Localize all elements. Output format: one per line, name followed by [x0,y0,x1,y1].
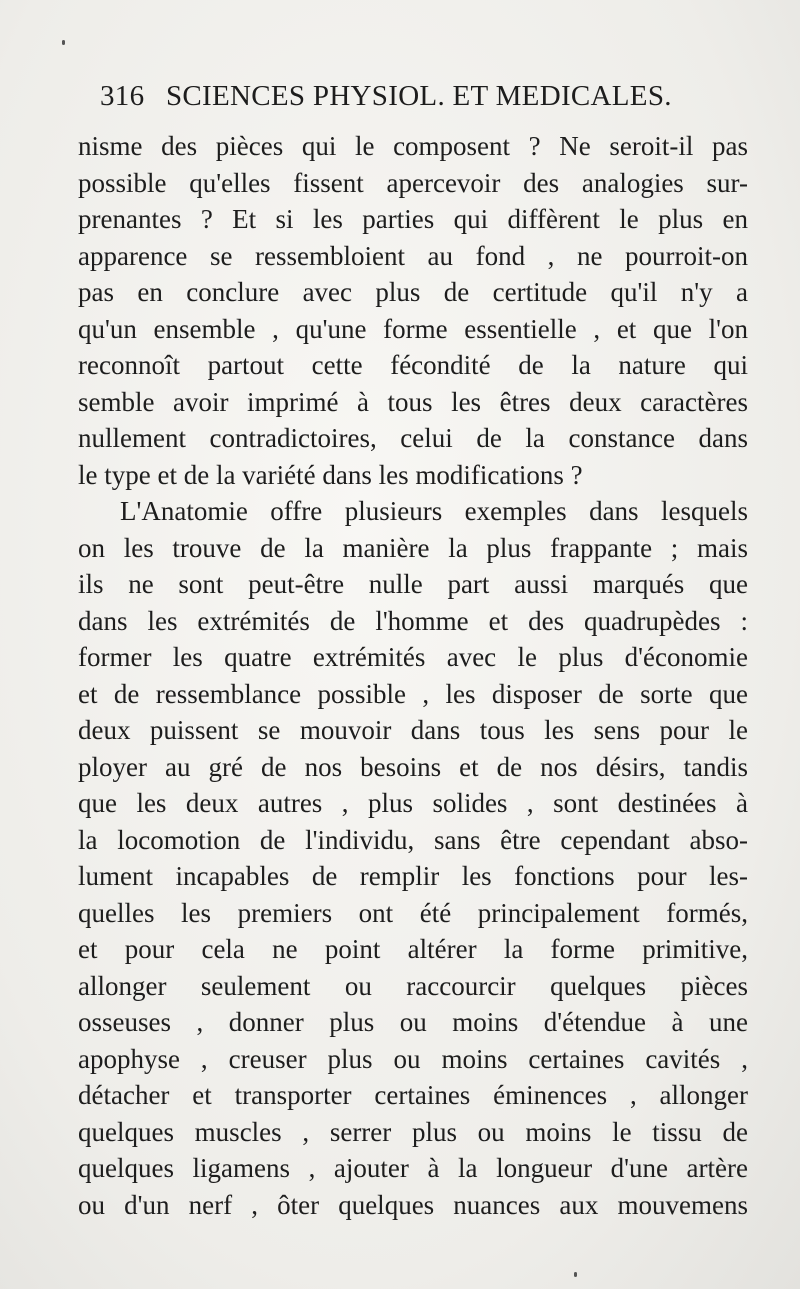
text-line: dans les extrémités de l'homme et des quadrupèdes : [78,605,748,636]
text-line: apophyse , creuser plus ou moins certaines cavités , [78,1043,748,1074]
text-line: quelles les premiers ont été principalement formés, [78,897,748,928]
paper-speck [574,1272,577,1277]
running-title: SCIENCES PHYSIOL. ET MEDICALES. [165,80,672,112]
text-line: nullement contradictoires, celui de la constance dans [78,423,748,453]
text-line: pas en conclure avec plus de certitude qu'il n'y a [78,277,748,307]
text-line: la locomotion de l'individu, sans être cependant abso- [78,824,748,855]
text-line: et pour cela ne point altérer la forme primitive, [78,934,748,964]
text-line: former les quatre extrémités avec le plus d'économie [78,642,748,672]
text-line: ployer au gré de nos besoins et de nos désirs, tandis [78,751,748,782]
text-line: ou d'un nerf , ôter quelques nuances aux mouvemens [78,1189,748,1220]
text-line: semble avoir imprimé à tous les êtres deux caractères [78,386,748,417]
text-line: et de ressemblance possible , les disposer de sorte que [78,678,748,709]
text-line: deux puissent se mouvoir dans tous les sens pour le [78,715,748,745]
text-line: quelques muscles , serrer plus ou moins le tissu de [78,1116,748,1147]
text-line: apparence se ressembloient au fond , ne pourroit-on [78,240,748,271]
text-line: le type et de la variété dans les modifications ? [78,459,583,490]
text-line: ils ne sont peut-être nulle part aussi marqués que [78,569,748,599]
text-line: prenantes ? Et si les parties qui diffèrent le plus en [78,204,748,234]
text-line: L'Anatomie offre plusieurs exemples dans lesquels [120,496,748,526]
text-line: nisme des pièces qui le composent ? Ne seroit-il pas [78,131,748,161]
body-text [78,128,748,1223]
page-number: 316 [100,80,145,112]
text-line: allonger seulement ou raccourcir quelques pièces [78,970,748,1001]
text-line: détacher et transporter certaines éminences , allonger [78,1080,748,1110]
paper-speck [62,40,65,45]
page-header [100,80,720,120]
text-line: possible qu'elles fissent apercevoir des analogies sur- [78,167,748,198]
text-line: qu'un ensemble , qu'une forme essentielle , et que l'on [78,313,748,344]
text-line: lument incapables de remplir les fonctions pour les- [78,861,748,891]
text-line: osseuses , donner plus ou moins d'étendue à une [78,1007,748,1037]
text-line: quelques ligamens , ajouter à la longueur d'une artère [78,1153,748,1183]
text-line: on les trouve de la manière la plus frappante ; mais [78,532,748,563]
text-line: que les deux autres , plus solides , sont destinées à [78,788,748,818]
text-line: reconnoît partout cette fécondité de la nature qui [78,350,748,380]
